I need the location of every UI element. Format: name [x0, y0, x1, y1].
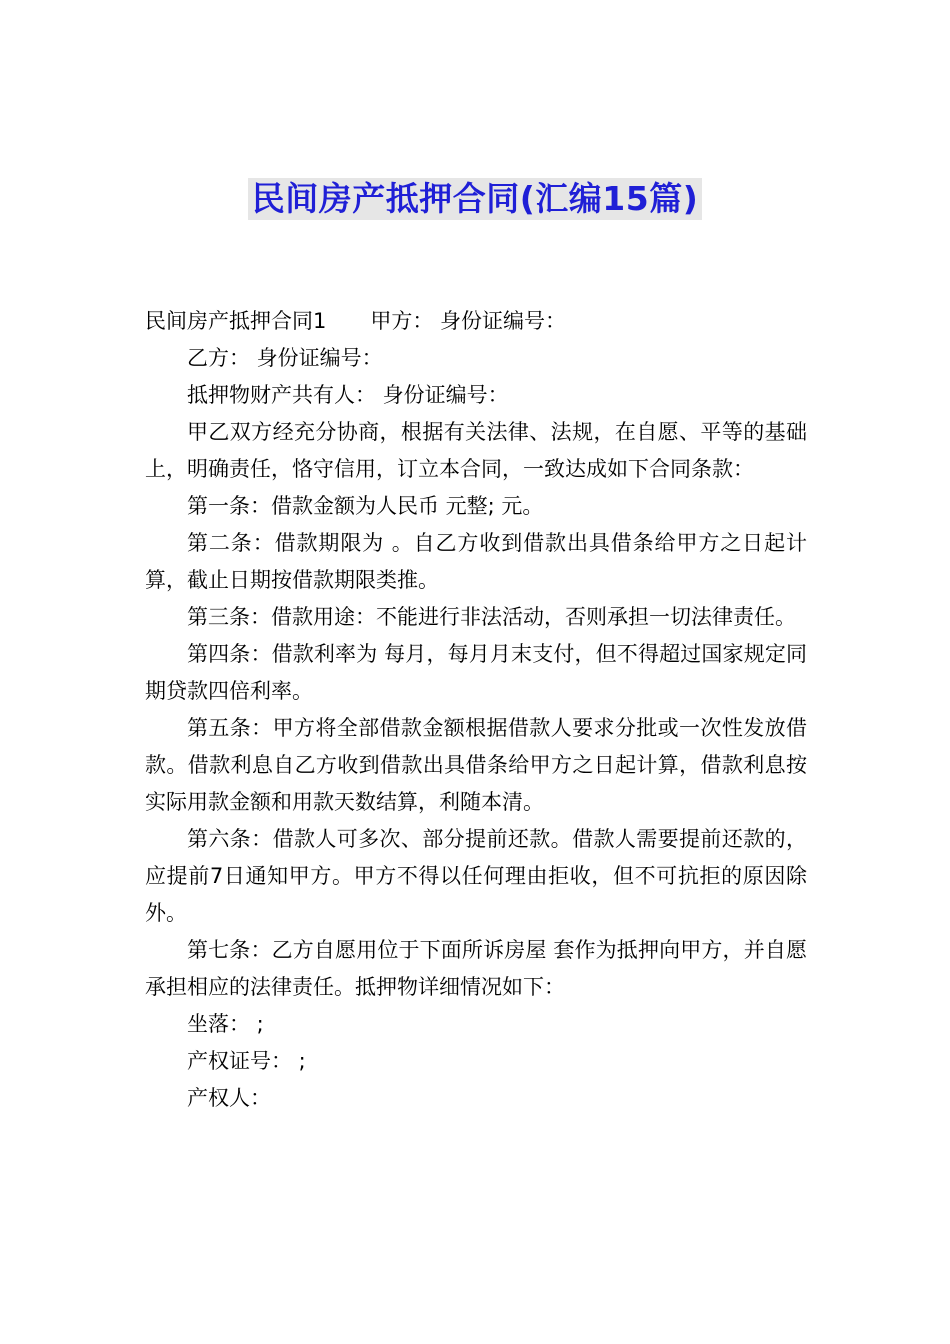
- paragraph-location: 坐落： ;: [187, 1012, 264, 1036]
- paragraph-article-4: 第四条：借款利率为 每月，每月月末支付，但不得超过国家规定同期贷款四倍利率。: [145, 642, 807, 703]
- paragraph-article-7: 第七条：乙方自愿用位于下面所诉房屋 套作为抵押向甲方，并自愿承担相应的法律责任。抵押物详细情况如下：: [145, 938, 807, 999]
- paragraph-article-6: 第六条：借款人可多次、部分提前还款。借款人需要提前还款的，应提前7日通知甲方。甲方不得以任何理由拒收，但不可抗拒的原因除外。: [145, 827, 807, 925]
- paragraph-article-3: 第三条：借款用途：不能进行非法活动，否则承担一切法律责任。: [187, 605, 796, 629]
- contract-subtitle: 民间房产抵押合同1: [145, 309, 327, 333]
- document-title: 民间房产抵押合同(汇编15篇): [248, 178, 703, 220]
- paragraph-preamble: 甲乙双方经充分协商，根据有关法律、法规，在自愿、平等的基础上，明确责任，恪守信用，订立本合同，一致达成如下合同条款：: [145, 420, 807, 481]
- paragraph-article-1: 第一条：借款金额为人民币 元整; 元。: [187, 494, 544, 518]
- paragraph-owner: 产权人：: [187, 1086, 271, 1110]
- heading-line: [145, 303, 807, 340]
- first-party-line: 甲方： 身份证编号：: [370, 309, 567, 333]
- paragraph-co-owner: 抵押物财产共有人： 身份证编号：: [187, 383, 509, 407]
- paragraph-article-2: 第二条：借款期限为 。自乙方收到借款出具借条给甲方之日起计算，截止日期按借款期限类推。: [145, 531, 807, 592]
- paragraph-second-party: 乙方： 身份证编号：: [187, 346, 383, 370]
- title-container: [0, 178, 950, 220]
- paragraph-article-5: 第五条：甲方将全部借款金额根据借款人要求分批或一次性发放借款。借款利息自乙方收到借款出具借条给甲方之日起计算，借款利息按实际用款金额和用款天数结算，利随本清。: [145, 716, 807, 814]
- document-body: [145, 303, 807, 1117]
- paragraph-title-number: 产权证号： ;: [187, 1049, 306, 1073]
